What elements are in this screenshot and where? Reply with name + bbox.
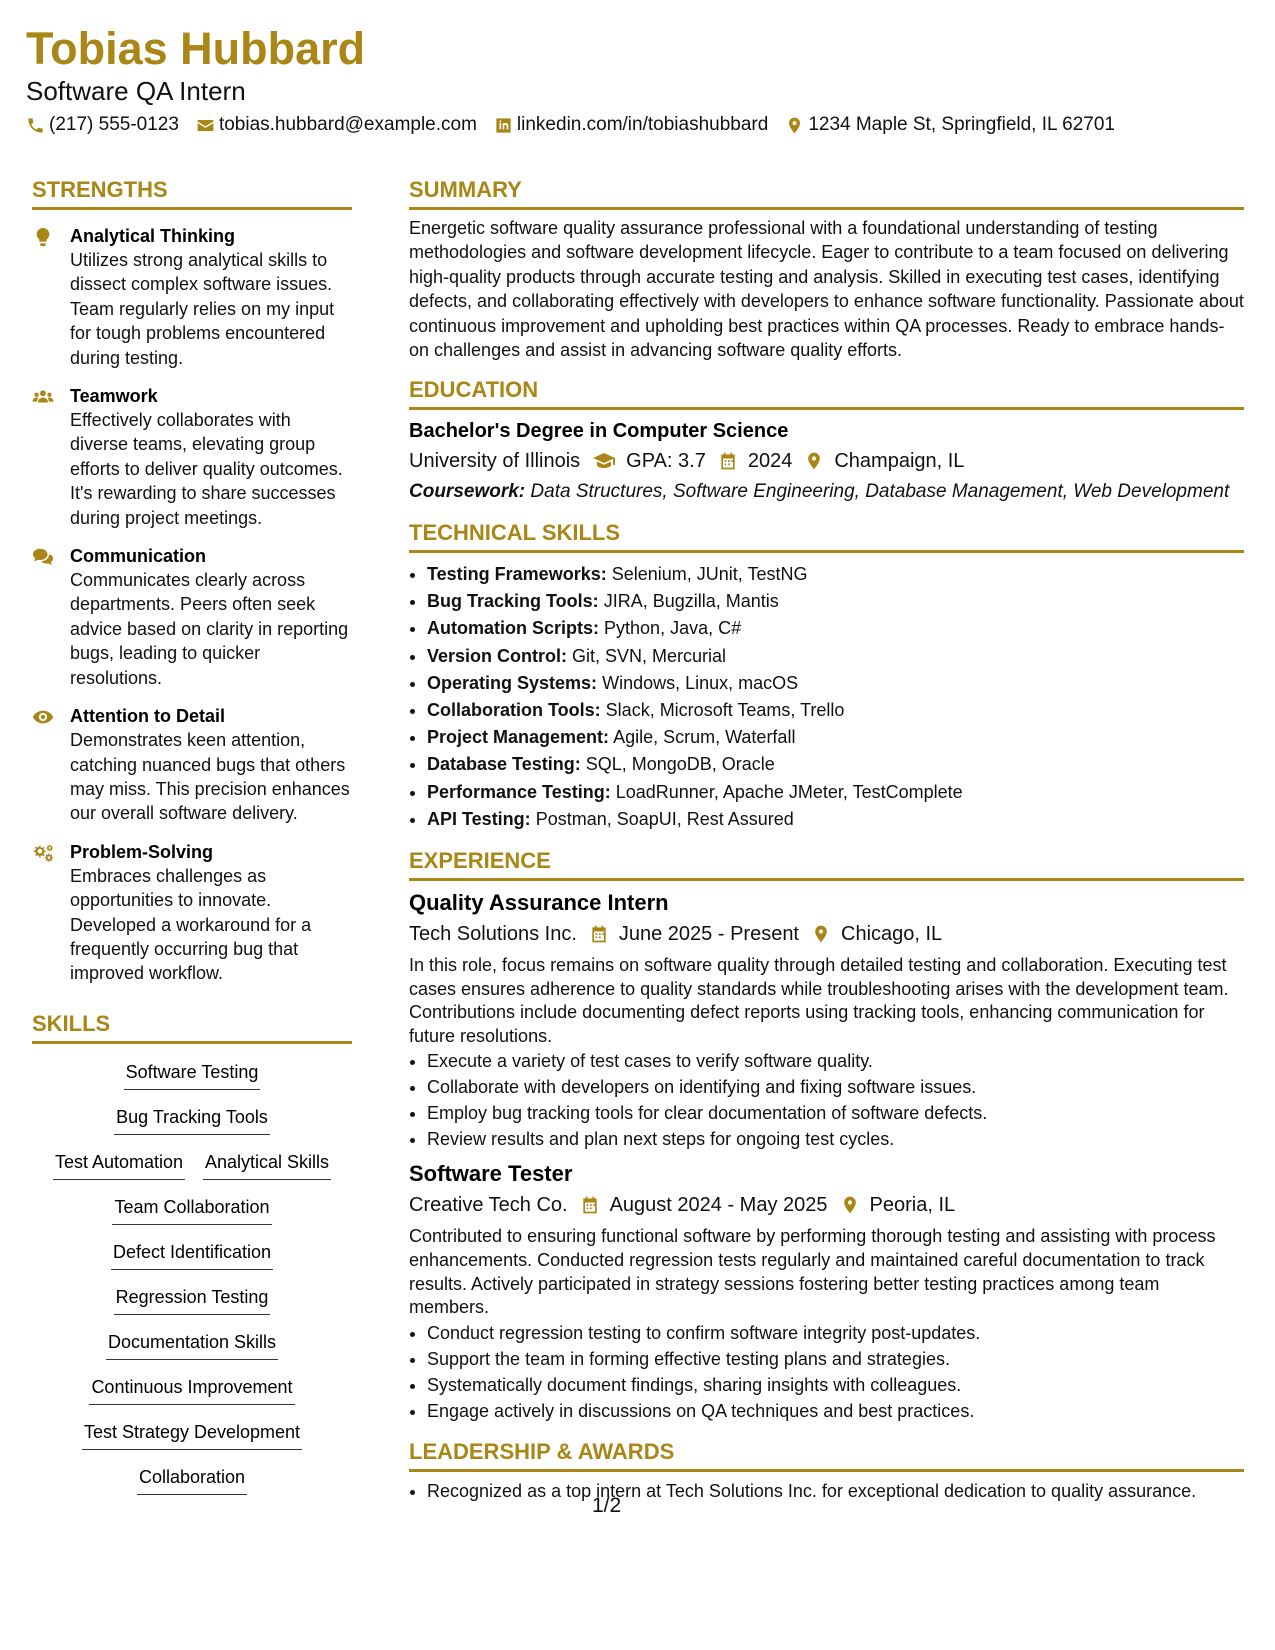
degree-title: Bachelor's Degree in Computer Science	[409, 420, 789, 443]
skill-tag: Collaboration	[137, 1465, 247, 1495]
phone-text: (217) 555-0123	[49, 114, 179, 135]
strength-desc: Effectively collaborates with diverse teams, elevating group efforts to deliver quality outcomes. It's rewarding to share successes during project meetings.	[70, 410, 343, 528]
job-entry	[409, 1160, 1244, 1423]
lightbulb-icon	[32, 226, 54, 248]
contact-email[interactable]	[196, 112, 477, 138]
strength-desc: Communicates clearly across departments. Peers often seek advice based on clarity in reporting bugs, leading to quicker resolutions.	[70, 570, 349, 688]
job-location: Peoria, IL	[869, 1194, 956, 1217]
strength-title: Analytical Thinking	[70, 226, 236, 246]
leadership-section	[409, 1438, 1244, 1505]
phone-icon	[26, 116, 45, 135]
strength-title: Attention to Detail	[70, 706, 225, 727]
contact-address	[785, 112, 1115, 138]
calendar-icon	[580, 1195, 600, 1215]
strength-desc: Utilizes strong analytical skills to dissect complex software issues. Team regularly relies on my input for tough problems encountered during testing.	[70, 250, 335, 368]
list-item: • Execute a variety of test cases to verify software quality.	[427, 1048, 1244, 1074]
education-heading: EDUCATION	[409, 376, 1244, 410]
technical-skills-section	[409, 519, 1244, 833]
map-pin-icon	[785, 116, 804, 135]
skill-tag: Software Testing	[124, 1060, 261, 1090]
education-section	[409, 376, 1244, 505]
technical-skills-list	[409, 561, 1244, 833]
experience-heading: EXPERIENCE	[409, 847, 1244, 881]
header	[26, 22, 1246, 138]
list-item: • Testing Frameworks: Selenium, JUnit, TestNG	[427, 561, 1244, 588]
list-item: • Support the team in forming effective testing plans and strategies.	[427, 1346, 1244, 1372]
company-name: Creative Tech Co.	[409, 1194, 568, 1217]
email-text[interactable]: tobias.hubbard@example.com	[218, 114, 477, 135]
list-item: • Collaboration Tools: Slack, Microsoft Teams, Trello	[427, 697, 1244, 724]
coursework-list: Data Structures, Software Engineering, Database Management, Web Development	[530, 481, 1230, 503]
list-item: • Project Management: Agile, Scrum, Waterfall	[427, 724, 1244, 751]
job-bullets	[409, 1048, 1244, 1152]
comments-icon	[32, 546, 54, 568]
strength-desc: Embraces challenges as opportunities to innovate. Developed a workaround for a frequently occurring bug that improved workflow.	[70, 865, 312, 984]
summary-text: Energetic software quality assurance professional with a foundational understanding of testing methodologies and software development lifecycle. Eager to contribute to a team focused on delivering high-quality products through accurate testing and analysis. Skilled in executing test cases, identifying defects, and collaborating effectively with developers to enhance software functionality. Passionate about continuous improvement and upholding best practices within QA processes. Ready to embrace hands-on challenges and assist in advancing software quality efforts.	[409, 218, 1244, 361]
list-item: • Systematically document findings, sharing insights with colleagues.	[427, 1372, 1244, 1398]
job-description: In this role, focus remains on software quality through detailed testing and collaboration. Executing test cases ensures adherence to quality standards while troubleshooting arises with the development team. Contributions include documenting defect reports using tracking tools, enhancing communication for future resolutions.	[409, 954, 1229, 1046]
eye-icon	[32, 706, 54, 728]
skill-tag: Analytical Skills	[203, 1150, 331, 1180]
gears-icon	[32, 842, 54, 864]
job-location: Chicago, IL	[841, 922, 943, 945]
strengths-heading: STRENGTHS	[32, 176, 352, 210]
skills-heading: SKILLS	[32, 1010, 352, 1044]
list-item: • Automation Scripts: Python, Java, C#	[427, 615, 1244, 642]
strength-item	[32, 224, 352, 370]
job-entry	[409, 889, 1244, 1152]
job-dates: August 2024 - May 2025	[609, 1194, 828, 1217]
map-pin-icon	[804, 451, 824, 471]
school-name: University of Illinois	[409, 450, 581, 473]
list-item: • Database Testing: SQL, MongoDB, Oracle	[427, 751, 1244, 778]
right-column	[409, 176, 1244, 1505]
strength-item	[32, 840, 352, 986]
strength-title: Teamwork	[70, 386, 158, 407]
job-meta	[409, 919, 1244, 949]
skill-tag: Test Automation	[53, 1150, 185, 1180]
experience-section	[409, 847, 1244, 1424]
skill-tag: Regression Testing	[114, 1285, 271, 1315]
education-location: Champaign, IL	[834, 450, 965, 473]
contact-linkedin[interactable]	[494, 112, 768, 138]
job-meta	[409, 1190, 1244, 1220]
job-title: Quality Assurance Intern	[409, 889, 669, 915]
coursework-label: Coursework:	[409, 481, 526, 503]
technical-skills-heading: TECHNICAL SKILLS	[409, 519, 1244, 553]
graduation-cap-icon	[592, 449, 616, 473]
list-item: • Recognized as a top intern at Tech Solutions Inc. for exceptional dedication to quality assurance.	[427, 1478, 1244, 1505]
address-text: 1234 Maple St, Springfield, IL 62701	[808, 114, 1115, 135]
map-pin-icon	[840, 1195, 860, 1215]
strength-title: Problem-Solving	[70, 841, 214, 862]
list-item: • API Testing: Postman, SoapUI, Rest Assured	[427, 806, 1244, 833]
list-item: • Conduct regression testing to confirm software integrity post-updates.	[427, 1320, 1244, 1346]
education-meta	[409, 446, 1244, 476]
list-item: • Collaborate with developers on identifying and fixing software issues.	[427, 1074, 1244, 1100]
gpa-text: GPA: 3.7	[626, 450, 706, 473]
left-column	[32, 176, 352, 1510]
list-item: • Bug Tracking Tools: JIRA, Bugzilla, Mantis	[427, 588, 1244, 615]
skill-tag: Documentation Skills	[106, 1330, 278, 1360]
leadership-list	[409, 1478, 1244, 1505]
calendar-icon	[718, 451, 738, 471]
job-bullets	[409, 1320, 1244, 1424]
candidate-title: Software QA Intern	[26, 76, 246, 106]
strength-desc: Demonstrates keen attention, catching nuanced bugs that others may miss. This precision enhances our overall software delivery.	[70, 730, 350, 824]
skill-tag: Bug Tracking Tools	[114, 1105, 270, 1135]
coursework	[409, 480, 1244, 505]
list-item: • Engage actively in discussions on QA techniques and best practices.	[427, 1398, 1244, 1424]
list-item: • Employ bug tracking tools for clear documentation of software defects.	[427, 1100, 1244, 1126]
map-pin-icon	[811, 924, 831, 944]
users-icon	[32, 386, 54, 408]
contact-phone	[26, 112, 179, 138]
strength-item	[32, 544, 352, 690]
job-title: Software Tester	[409, 1161, 573, 1187]
envelope-icon	[196, 116, 215, 135]
list-item: • Operating Systems: Windows, Linux, macOS	[427, 670, 1244, 697]
skill-tag: Defect Identification	[111, 1240, 273, 1270]
strength-title: Communication	[70, 546, 207, 567]
skills-list	[32, 1060, 352, 1510]
calendar-icon	[589, 924, 609, 944]
linkedin-icon	[494, 116, 513, 135]
list-item: • Version Control: Git, SVN, Mercurial	[427, 643, 1244, 670]
graduation-year: 2024	[747, 450, 793, 473]
strength-item	[32, 704, 352, 826]
candidate-name: Tobias Hubbard	[26, 23, 366, 74]
contact-bar	[26, 112, 1246, 138]
list-item: • Performance Testing: LoadRunner, Apache JMeter, TestComplete	[427, 779, 1244, 806]
skill-tag: Test Strategy Development	[82, 1420, 302, 1450]
linkedin-text[interactable]: linkedin.com/in/tobiashubbard	[516, 114, 769, 135]
skill-tag: Continuous Improvement	[89, 1375, 294, 1405]
page-number: 1/2	[592, 1494, 622, 1517]
skill-tag: Team Collaboration	[112, 1195, 271, 1225]
list-item: • Review results and plan next steps for ongoing test cycles.	[427, 1126, 1244, 1152]
summary-heading: SUMMARY	[409, 176, 1244, 210]
company-name: Tech Solutions Inc.	[409, 922, 577, 945]
strength-item	[32, 384, 352, 530]
job-description: Contributed to ensuring functional software by performing thorough testing and assisting with process enhancements. Conducted regression tests regularly and maintained careful documentation to track results. Actively participated in strategy sessions fostering better testing practices among team members.	[409, 1226, 1216, 1318]
job-dates: June 2025 - Present	[618, 922, 799, 945]
leadership-heading: LEADERSHIP & AWARDS	[409, 1438, 1244, 1472]
